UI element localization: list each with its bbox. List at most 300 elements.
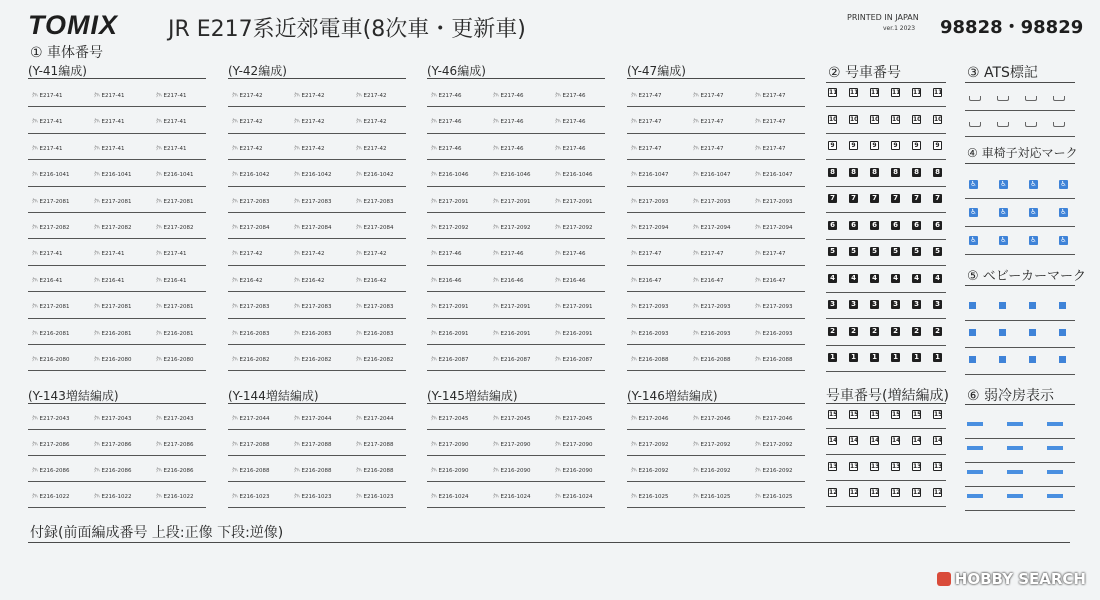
car-number-decal: [631, 466, 668, 474]
formation-label: (Y-146増結編成): [627, 389, 718, 403]
number-row: [28, 431, 206, 456]
car-number-decal: [631, 223, 668, 231]
car-number-box: 11: [850, 89, 859, 96]
car-number-decal: [755, 302, 792, 310]
car-number-decal: [94, 329, 131, 337]
weak-ac-icon: [967, 422, 983, 426]
decal-prefix-mark: ｸﾊ: [493, 357, 499, 363]
decal-number-text: E216-1046: [500, 172, 531, 179]
decal-prefix-mark: ｸﾊ: [755, 277, 761, 284]
decal-prefix-mark: ｸﾊ: [356, 93, 362, 99]
wheelchair-icon: ♿: [1030, 180, 1037, 188]
car-number-row: [826, 139, 946, 160]
car-number-decal: [631, 144, 661, 152]
decal-number-text: E216-2086: [163, 468, 194, 474]
decal-number-text: E217-42: [301, 251, 325, 258]
formation-divider: [427, 403, 605, 404]
car-number-row: [826, 86, 946, 107]
number-row: [427, 240, 605, 265]
car-number-decal: [755, 492, 792, 500]
car-number-decal: [32, 249, 62, 257]
weak-ac-row: [965, 442, 1075, 463]
number-row: [28, 320, 206, 345]
car-number-box: 7: [933, 194, 942, 203]
decal-prefix-mark: ｸﾊ: [631, 93, 637, 99]
ats-mark-icon: [997, 96, 1009, 101]
decal-prefix-mark: ｸﾊ: [493, 304, 499, 311]
decal-number-text: E216-2083: [301, 330, 332, 337]
number-row: [228, 240, 406, 265]
car-number-decal: [294, 144, 324, 152]
decal-number-text: E217-2081: [101, 198, 132, 205]
formation-label: (Y-42編成): [228, 64, 287, 78]
decal-prefix-mark: ｸﾊ: [555, 172, 561, 179]
car-number-decal: [431, 492, 468, 500]
decal-prefix-mark: ｸﾊ: [631, 251, 637, 258]
decal-number-text: E217-2082: [101, 225, 132, 231]
weak-ac-icon: [1047, 470, 1063, 474]
car-number-decal: [156, 440, 193, 448]
decal-prefix-mark: ｸﾊ: [32, 225, 38, 231]
decal-number-text: E217-2092: [762, 442, 793, 448]
number-row: [627, 108, 805, 133]
number-row: [28, 240, 206, 265]
car-number-decal: [755, 197, 792, 205]
decal-prefix-mark: ｸﾊ: [493, 494, 499, 500]
decal-number-text: E217-41: [39, 145, 63, 152]
decal-prefix-mark: ｸﾊ: [631, 225, 637, 231]
number-row: [28, 135, 206, 160]
weak-ac-icon: [967, 494, 983, 498]
car-number-decal: [693, 414, 730, 422]
decal-number-text: E216-2093: [638, 330, 669, 337]
decal-number-text: E217-2081: [101, 304, 132, 311]
decal-number-text: E216-46: [500, 277, 524, 284]
car-number-decal: [32, 302, 69, 310]
wheelchair-icon: ♿: [970, 180, 977, 188]
decal-prefix-mark: ｸﾊ: [493, 251, 499, 258]
decal-number-text: E217-2083: [239, 198, 270, 205]
car-number-decal: [294, 223, 331, 231]
baby-car-icon: [1029, 356, 1036, 363]
car-number-box: 4: [912, 274, 921, 283]
car-number-decal: [156, 91, 186, 99]
decal-prefix-mark: ｸﾊ: [431, 225, 437, 231]
decal-number-text: E217-2093: [638, 304, 669, 311]
decal-number-text: E217-47: [762, 93, 786, 99]
number-row: [627, 320, 805, 345]
decal-prefix-mark: ｸﾊ: [493, 119, 499, 126]
car-number-decal: [232, 249, 262, 257]
decal-prefix-mark: ｸﾊ: [294, 119, 300, 126]
number-row: [427, 267, 605, 292]
car-number-decal: [555, 440, 592, 448]
car-number-box: 5: [870, 247, 879, 256]
car-number-decal: [431, 355, 468, 363]
car-number-decal: [94, 223, 131, 231]
car-number-decal: [431, 414, 468, 422]
decal-prefix-mark: ｸﾊ: [631, 494, 637, 500]
car-number-decal: [356, 329, 393, 337]
decal-number-text: E217-2082: [39, 225, 70, 231]
decal-prefix-mark: ｸﾊ: [431, 416, 437, 422]
car-number-extra-box: 14: [934, 437, 943, 444]
decal-prefix-mark: ｸﾊ: [631, 172, 637, 179]
decal-prefix-mark: ｸﾊ: [94, 416, 100, 422]
decal-prefix-mark: ｸﾊ: [693, 416, 699, 422]
decal-prefix-mark: ｸﾊ: [755, 172, 761, 179]
car-number-decal: [94, 355, 131, 363]
decal-number-text: E216-2080: [39, 357, 70, 363]
number-row: [427, 293, 605, 318]
car-number-extra-box: 12: [913, 489, 922, 496]
decal-number-text: E217-47: [700, 93, 724, 99]
decal-number-text: E217-41: [39, 93, 63, 99]
decal-prefix-mark: ｸﾊ: [232, 468, 238, 474]
number-row: [228, 431, 406, 456]
number-row: [28, 214, 206, 239]
car-number-row: [826, 272, 946, 293]
car-number-decal: [555, 197, 592, 205]
decal-number-text: E216-2088: [762, 357, 793, 363]
car-number-decal: [493, 329, 530, 337]
ats-mark-icon: [997, 122, 1009, 127]
car-number-decal: [32, 197, 69, 205]
decal-number-text: E217-2088: [239, 442, 270, 448]
car-number-decal: [32, 355, 69, 363]
baby-car-icon: [969, 356, 976, 363]
car-number-decal: [356, 223, 393, 231]
number-row: [28, 483, 206, 508]
decal-number-text: E216-2091: [562, 330, 593, 337]
decal-prefix-mark: ｸﾊ: [431, 304, 437, 311]
car-number-row: [826, 113, 946, 134]
decal-number-text: E217-46: [562, 93, 586, 99]
section-baby-car-title: ⑤ ベビーカーマーク: [967, 269, 1087, 284]
number-row: [627, 161, 805, 186]
car-number-decal: [94, 492, 131, 500]
car-number-box: 4: [870, 274, 879, 283]
weak-ac-icon: [967, 470, 983, 474]
car-number-box: 10: [892, 115, 901, 123]
car-number-extra-box: 13: [934, 463, 943, 470]
car-number-decal: [94, 414, 131, 422]
car-number-decal: [631, 91, 661, 99]
number-row: [427, 320, 605, 345]
decal-prefix-mark: ｸﾊ: [156, 198, 162, 205]
car-number-decal: [493, 91, 523, 99]
decal-prefix-mark: ｸﾊ: [555, 225, 561, 231]
weak-ac-icon: [1047, 422, 1063, 426]
decal-prefix-mark: ｸﾊ: [32, 442, 38, 448]
decal-number-text: E217-46: [562, 251, 586, 258]
decal-prefix-mark: ｸﾊ: [555, 330, 561, 337]
decal-number-text: E217-2081: [163, 304, 194, 311]
car-number-decal: [94, 197, 131, 205]
decal-number-text: E217-47: [638, 145, 662, 152]
decal-number-text: E216-2088: [239, 468, 270, 474]
decal-prefix-mark: ｸﾊ: [156, 304, 162, 311]
car-number-decal: [356, 249, 386, 257]
decal-number-text: E217-46: [562, 145, 586, 152]
car-number-box: 5: [912, 247, 921, 256]
number-row: [627, 267, 805, 292]
decal-prefix-mark: ｸﾊ: [294, 93, 300, 99]
car-number-decal: [755, 466, 792, 474]
weak-ac-row: [965, 466, 1075, 487]
decal-prefix-mark: ｸﾊ: [156, 93, 162, 99]
number-row: [28, 293, 206, 318]
car-number-extra-box: 15: [892, 411, 901, 418]
car-number-decal: [356, 302, 393, 310]
decal-number-text: E216-2080: [101, 357, 132, 363]
car-number-decal: [555, 276, 585, 284]
decal-number-text: E217-2090: [438, 442, 469, 448]
decal-prefix-mark: ｸﾊ: [232, 304, 238, 311]
car-number-decal: [294, 329, 331, 337]
decal-number-text: E217-2091: [562, 198, 593, 205]
decal-number-text: E217-2043: [101, 416, 132, 422]
decal-prefix-mark: ｸﾊ: [94, 357, 100, 363]
decal-number-text: E217-2045: [438, 416, 469, 422]
decal-prefix-mark: ｸﾊ: [232, 494, 238, 500]
decal-prefix-mark: ｸﾊ: [156, 145, 162, 152]
car-number-decal: [156, 466, 193, 474]
car-number-extra-box: 15: [871, 411, 880, 418]
decal-number-text: E217-2094: [762, 225, 793, 231]
section-wheelchair-title: ④ 車椅子対応マーク: [967, 146, 1078, 160]
decal-number-text: E216-1022: [101, 494, 132, 500]
decal-number-text: E216-46: [562, 277, 586, 284]
decal-number-text: E217-41: [39, 251, 63, 258]
decal-prefix-mark: ｸﾊ: [493, 225, 499, 231]
car-number-box: 8: [849, 168, 858, 177]
decal-prefix-mark: ｸﾊ: [755, 119, 761, 126]
number-row: [427, 188, 605, 213]
car-number-box: 6: [828, 221, 837, 230]
weak-ac-icon: [1007, 470, 1023, 474]
decal-number-text: E217-2045: [500, 416, 531, 422]
decal-number-text: E217-2083: [363, 198, 394, 205]
decal-prefix-mark: ｸﾊ: [294, 416, 300, 422]
decal-number-text: E216-2088: [638, 357, 669, 363]
car-number-decal: [356, 492, 393, 500]
car-number-decal: [356, 91, 386, 99]
car-number-decal: [555, 144, 585, 152]
car-number-decal: [693, 197, 730, 205]
decal-number-text: E217-41: [101, 119, 125, 126]
decal-number-text: E217-42: [239, 93, 263, 99]
number-row: [228, 82, 406, 107]
ats-mark-icon: [1025, 96, 1037, 101]
car-number-box: 1: [912, 353, 921, 362]
decal-number-text: E217-42: [239, 119, 263, 126]
wheelchair-icon: ♿: [1000, 180, 1007, 188]
car-number-decal: [755, 223, 792, 231]
decal-number-text: E217-2043: [163, 416, 194, 422]
car-number-decal: [156, 144, 186, 152]
car-number-box: 6: [933, 221, 942, 230]
car-number-box: 3: [891, 300, 900, 309]
ats-mark-icon: [969, 122, 981, 127]
car-number-decal: [755, 117, 785, 125]
weak-ac-row: [965, 418, 1075, 439]
baby-car-row: [965, 300, 1075, 321]
decal-prefix-mark: ｸﾊ: [755, 468, 761, 474]
car-number-decal: [94, 440, 131, 448]
decal-prefix-mark: ｸﾊ: [156, 468, 162, 474]
wheelchair-icon: ♿: [1060, 236, 1067, 244]
number-row: [228, 188, 406, 213]
printed-in-label: PRINTED IN JAPAN: [847, 13, 919, 22]
car-number-decal: [493, 414, 530, 422]
car-number-box: 3: [933, 300, 942, 309]
car-number-box: 6: [849, 221, 858, 230]
car-number-decal: [555, 466, 592, 474]
decal-prefix-mark: ｸﾊ: [32, 198, 38, 205]
decal-prefix-mark: ｸﾊ: [555, 304, 561, 311]
decal-number-text: E216-1042: [301, 172, 332, 179]
car-number-decal: [631, 276, 661, 284]
car-number-decal: [631, 329, 668, 337]
decal-prefix-mark: ｸﾊ: [156, 330, 162, 337]
weak-ac-row: [965, 490, 1075, 511]
car-number-decal: [431, 223, 468, 231]
decal-number-text: E217-47: [762, 145, 786, 152]
decal-prefix-mark: ｸﾊ: [232, 172, 238, 179]
car-number-box: 3: [870, 300, 879, 309]
number-row: [28, 108, 206, 133]
decal-prefix-mark: ｸﾊ: [32, 357, 38, 363]
car-number-row: [826, 219, 946, 240]
car-number-decal: [493, 355, 530, 363]
formation-divider: [228, 403, 406, 404]
decal-prefix-mark: ｸﾊ: [32, 330, 38, 337]
ats-mark-icon: [1053, 122, 1065, 127]
number-row: [427, 431, 605, 456]
car-number-decal: [755, 440, 792, 448]
car-number-box: 2: [933, 327, 942, 336]
formation-label: (Y-41編成): [28, 64, 87, 78]
car-number-box: 8: [870, 168, 879, 177]
decal-prefix-mark: ｸﾊ: [631, 304, 637, 311]
car-number-box: 7: [870, 194, 879, 203]
car-number-decal: [232, 170, 269, 178]
decal-number-text: E216-41: [39, 277, 63, 284]
section-weak-ac-title: ⑥ 弱冷房表示: [967, 388, 1055, 404]
decal-prefix-mark: ｸﾊ: [94, 93, 100, 99]
decal-number-text: E217-2046: [638, 416, 669, 422]
decal-number-text: E217-2086: [163, 442, 194, 448]
formation-divider: [28, 78, 206, 79]
car-number-decal: [693, 440, 730, 448]
decal-number-text: E216-2093: [700, 330, 731, 337]
decal-prefix-mark: ｸﾊ: [94, 172, 100, 179]
formation-label: (Y-47編成): [627, 64, 686, 78]
car-number-extra-row: [826, 486, 946, 507]
decal-prefix-mark: ｸﾊ: [631, 198, 637, 205]
car-number-decal: [156, 414, 193, 422]
baby-car-icon: [1059, 329, 1066, 336]
decal-number-text: E216-2082: [301, 357, 332, 363]
car-number-decal: [32, 492, 69, 500]
number-row: [228, 293, 406, 318]
decal-prefix-mark: ｸﾊ: [356, 357, 362, 363]
decal-prefix-mark: ｸﾊ: [94, 198, 100, 205]
decal-prefix-mark: ｸﾊ: [631, 119, 637, 126]
car-number-extra-box: 14: [913, 437, 922, 444]
divider: [826, 82, 946, 83]
car-number-decal: [631, 440, 668, 448]
wheelchair-icon: ♿: [1000, 208, 1007, 216]
decal-prefix-mark: ｸﾊ: [294, 494, 300, 500]
decal-number-text: E217-47: [700, 145, 724, 152]
decal-prefix-mark: ｸﾊ: [32, 93, 38, 99]
car-number-decal: [493, 302, 530, 310]
decal-number-text: E217-42: [239, 145, 263, 152]
decal-number-text: E217-2093: [638, 198, 669, 205]
car-number-box: 10: [934, 115, 943, 123]
divider: [826, 403, 946, 404]
decal-number-text: E216-1047: [638, 172, 669, 179]
car-number-decal: [32, 223, 69, 231]
car-number-box: 7: [828, 194, 837, 203]
decal-number-text: E216-46: [438, 277, 462, 284]
car-number-box: 7: [849, 194, 858, 203]
formation-divider: [28, 403, 206, 404]
number-row: [228, 346, 406, 371]
decal-prefix-mark: ｸﾊ: [555, 93, 561, 99]
decal-prefix-mark: ｸﾊ: [94, 304, 100, 311]
car-number-decal: [631, 249, 661, 257]
decal-prefix-mark: ｸﾊ: [693, 198, 699, 205]
number-row: [28, 405, 206, 430]
decal-number-text: E217-2044: [239, 416, 270, 422]
car-number-decal: [493, 144, 523, 152]
decal-number-text: E217-2090: [562, 442, 593, 448]
decal-prefix-mark: ｸﾊ: [555, 416, 561, 422]
baby-car-icon: [969, 329, 976, 336]
car-number-extra-box: 15: [850, 411, 859, 418]
decal-prefix-mark: ｸﾊ: [693, 93, 699, 99]
decal-prefix-mark: ｸﾊ: [693, 251, 699, 258]
car-number-decal: [294, 492, 331, 500]
car-number-decal: [294, 414, 331, 422]
number-row: [627, 293, 805, 318]
number-row: [427, 483, 605, 508]
car-number-decal: [693, 302, 730, 310]
decal-number-text: E217-2086: [101, 442, 132, 448]
car-number-decal: [555, 91, 585, 99]
decal-number-text: E216-47: [638, 277, 662, 284]
decal-number-text: E216-42: [301, 277, 325, 284]
decal-prefix-mark: ｸﾊ: [356, 442, 362, 448]
car-number-box: 3: [828, 300, 837, 309]
car-number-decal: [32, 466, 69, 474]
decal-number-text: E216-42: [239, 277, 263, 284]
car-number-decal: [32, 170, 69, 178]
car-number-decal: [555, 492, 592, 500]
car-number-decal: [232, 302, 269, 310]
number-row: [228, 457, 406, 482]
ats-row: [965, 116, 1075, 137]
decal-prefix-mark: ｸﾊ: [431, 357, 437, 363]
decal-prefix-mark: ｸﾊ: [294, 357, 300, 363]
decal-number-text: E216-2088: [363, 468, 394, 474]
decal-prefix-mark: ｸﾊ: [232, 357, 238, 363]
decal-prefix-mark: ｸﾊ: [294, 172, 300, 179]
car-number-decal: [356, 355, 393, 363]
